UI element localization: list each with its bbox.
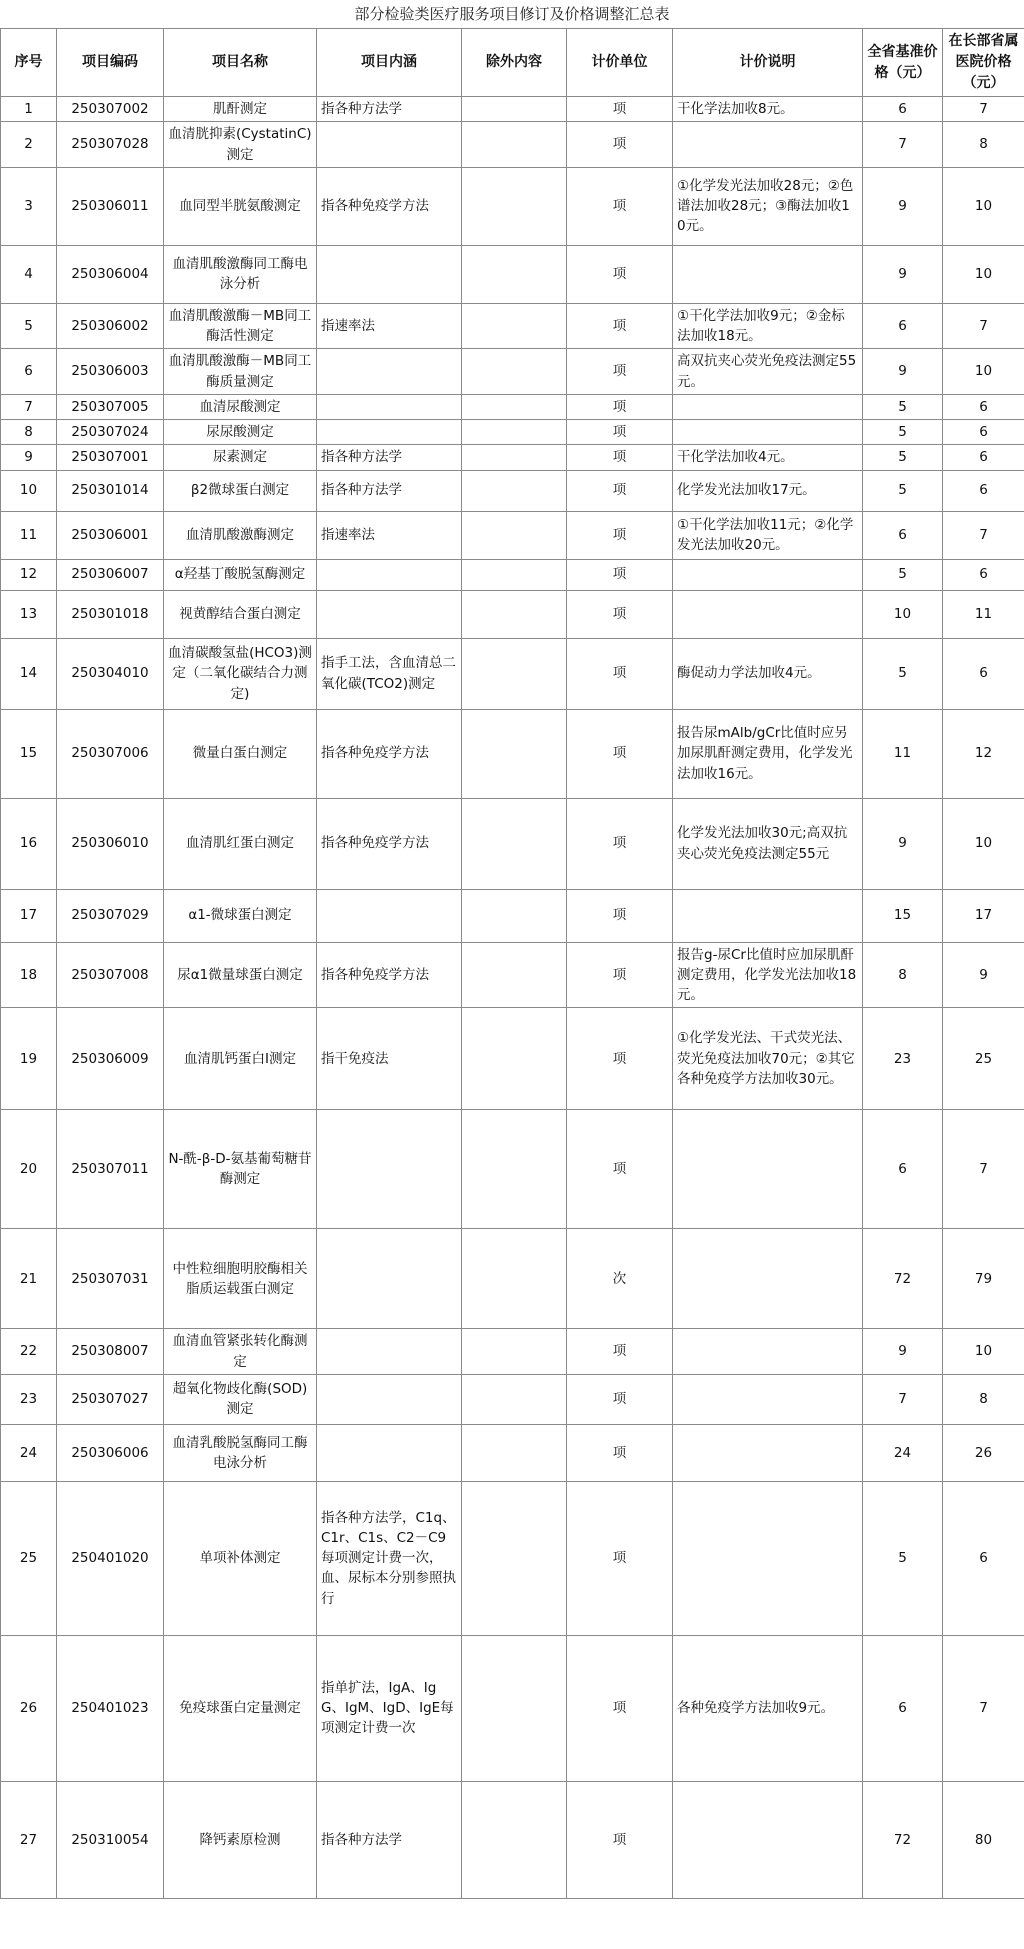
row-note xyxy=(673,1110,863,1229)
row-code: 250307002 xyxy=(57,97,164,122)
row-no: 18 xyxy=(1,942,57,1008)
row-code: 250301014 xyxy=(57,470,164,511)
row-base-price: 9 xyxy=(863,798,943,889)
row-note xyxy=(673,1329,863,1375)
row-base-price: 5 xyxy=(863,559,943,590)
header-note: 计价说明 xyxy=(673,29,863,97)
row-base-price: 6 xyxy=(863,1110,943,1229)
row-code: 250307008 xyxy=(57,942,164,1008)
row-no: 21 xyxy=(1,1229,57,1329)
header-base-price: 全省基准价格（元） xyxy=(863,29,943,97)
row-except xyxy=(462,889,567,942)
table-row xyxy=(1,1110,1024,1229)
row-note xyxy=(673,394,863,419)
row-base-price: 72 xyxy=(863,1781,943,1898)
row-name: 血清肌酸激酶－MB同工酶活性测定 xyxy=(164,303,317,349)
table-row xyxy=(1,303,1024,349)
row-base-price: 6 xyxy=(863,1635,943,1781)
header-price: 在长部省属医院价格（元） xyxy=(943,29,1024,97)
row-note: ①化学发光法、干式荧光法、荧光免疫法加收70元；②其它各种免疫学方法加收30元。 xyxy=(673,1008,863,1110)
row-base-price: 10 xyxy=(863,590,943,638)
row-content xyxy=(317,1110,462,1229)
table-row xyxy=(1,1329,1024,1375)
row-code: 250306004 xyxy=(57,245,164,303)
row-code: 250306002 xyxy=(57,303,164,349)
row-note xyxy=(673,122,863,168)
row-note xyxy=(673,1481,863,1635)
row-code: 250306007 xyxy=(57,559,164,590)
row-base-price: 15 xyxy=(863,889,943,942)
row-no: 24 xyxy=(1,1424,57,1481)
row-name: β2微球蛋白测定 xyxy=(164,470,317,511)
row-unit: 项 xyxy=(567,511,673,559)
row-price: 7 xyxy=(943,97,1024,122)
row-no: 4 xyxy=(1,245,57,303)
row-name: α1-微球蛋白测定 xyxy=(164,889,317,942)
row-note: 干化学法加收8元。 xyxy=(673,97,863,122)
row-except xyxy=(462,445,567,470)
table-row xyxy=(1,942,1024,1008)
row-code: 250306011 xyxy=(57,167,164,245)
row-name: 血清乳酸脱氢酶同工酶电泳分析 xyxy=(164,1424,317,1481)
row-base-price: 5 xyxy=(863,638,943,709)
row-code: 250401020 xyxy=(57,1481,164,1635)
row-price: 6 xyxy=(943,445,1024,470)
row-content xyxy=(317,122,462,168)
row-except xyxy=(462,638,567,709)
row-note: 报告g-尿Cr比值时应加尿肌酐测定费用，化学发光法加收18元。 xyxy=(673,942,863,1008)
row-unit: 项 xyxy=(567,445,673,470)
row-base-price: 5 xyxy=(863,470,943,511)
row-content xyxy=(317,245,462,303)
row-price: 10 xyxy=(943,349,1024,395)
row-except xyxy=(462,1229,567,1329)
row-name: 肌酐测定 xyxy=(164,97,317,122)
row-note: ①干化学法加收11元；②化学发光法加收20元。 xyxy=(673,511,863,559)
row-code: 250307001 xyxy=(57,445,164,470)
row-except xyxy=(462,709,567,798)
row-content: 指各种方法学 xyxy=(317,97,462,122)
row-name: α羟基丁酸脱氢酶测定 xyxy=(164,559,317,590)
row-content: 指各种免疫学方法 xyxy=(317,942,462,1008)
row-base-price: 6 xyxy=(863,97,943,122)
row-content: 指速率法 xyxy=(317,511,462,559)
row-price: 12 xyxy=(943,709,1024,798)
row-content xyxy=(317,394,462,419)
row-content: 指各种方法学 xyxy=(317,1781,462,1898)
row-base-price: 6 xyxy=(863,303,943,349)
table-row xyxy=(1,1008,1024,1110)
row-code: 250307024 xyxy=(57,420,164,445)
row-except xyxy=(462,1481,567,1635)
header-except: 除外内容 xyxy=(462,29,567,97)
row-unit: 项 xyxy=(567,638,673,709)
row-no: 6 xyxy=(1,349,57,395)
table-row xyxy=(1,245,1024,303)
row-except xyxy=(462,394,567,419)
row-price: 79 xyxy=(943,1229,1024,1329)
row-no: 23 xyxy=(1,1374,57,1424)
row-base-price: 5 xyxy=(863,394,943,419)
row-note: 化学发光法加收30元;高双抗夹心荧光免疫法测定55元 xyxy=(673,798,863,889)
row-base-price: 9 xyxy=(863,167,943,245)
row-note: 酶促动力学法加收4元。 xyxy=(673,638,863,709)
row-unit: 项 xyxy=(567,1481,673,1635)
row-no: 13 xyxy=(1,590,57,638)
row-name: 血清胱抑素(CystatinC)测定 xyxy=(164,122,317,168)
row-except xyxy=(462,511,567,559)
row-name: 血清尿酸测定 xyxy=(164,394,317,419)
row-code: 250307011 xyxy=(57,1110,164,1229)
row-except xyxy=(462,1329,567,1375)
row-content xyxy=(317,590,462,638)
row-note: 干化学法加收4元。 xyxy=(673,445,863,470)
row-unit: 项 xyxy=(567,590,673,638)
row-price: 26 xyxy=(943,1424,1024,1481)
row-code: 250308007 xyxy=(57,1329,164,1375)
row-content: 指各种免疫学方法 xyxy=(317,709,462,798)
header-no: 序号 xyxy=(1,29,57,97)
table-row xyxy=(1,470,1024,511)
row-price: 6 xyxy=(943,1481,1024,1635)
row-note: ①干化学法加收9元；②金标法加收18元。 xyxy=(673,303,863,349)
table-row xyxy=(1,511,1024,559)
table-header-row xyxy=(1,29,1024,97)
row-except xyxy=(462,1635,567,1781)
row-unit: 项 xyxy=(567,1329,673,1375)
row-unit: 项 xyxy=(567,122,673,168)
row-no: 20 xyxy=(1,1110,57,1229)
row-unit: 项 xyxy=(567,167,673,245)
row-except xyxy=(462,470,567,511)
row-unit: 项 xyxy=(567,1110,673,1229)
row-price: 17 xyxy=(943,889,1024,942)
row-code: 250306001 xyxy=(57,511,164,559)
row-name: 超氧化物歧化酶(SOD)测定 xyxy=(164,1374,317,1424)
row-name: 血清血管紧张转化酶测定 xyxy=(164,1329,317,1375)
row-no: 7 xyxy=(1,394,57,419)
row-note xyxy=(673,889,863,942)
row-content: 指各种方法学 xyxy=(317,445,462,470)
table-row xyxy=(1,1481,1024,1635)
row-except xyxy=(462,245,567,303)
row-unit: 项 xyxy=(567,1781,673,1898)
table-row xyxy=(1,167,1024,245)
row-unit: 项 xyxy=(567,1424,673,1481)
row-no: 12 xyxy=(1,559,57,590)
row-name: 单项补体测定 xyxy=(164,1481,317,1635)
row-content: 指手工法，含血清总二氧化碳(TCO2)测定 xyxy=(317,638,462,709)
row-code: 250306003 xyxy=(57,349,164,395)
header-name: 项目名称 xyxy=(164,29,317,97)
row-code: 250307031 xyxy=(57,1229,164,1329)
row-base-price: 5 xyxy=(863,1481,943,1635)
row-price: 8 xyxy=(943,122,1024,168)
page-title: 部分检验类医疗服务项目修订及价格调整汇总表 xyxy=(354,5,670,23)
row-name: 血清肌红蛋白测定 xyxy=(164,798,317,889)
row-except xyxy=(462,420,567,445)
row-name: 血清肌酸激酶同工酶电泳分析 xyxy=(164,245,317,303)
row-content: 指各种免疫学方法 xyxy=(317,798,462,889)
row-content xyxy=(317,420,462,445)
row-price: 7 xyxy=(943,511,1024,559)
row-name: 尿素测定 xyxy=(164,445,317,470)
row-unit: 项 xyxy=(567,1374,673,1424)
row-except xyxy=(462,1374,567,1424)
row-base-price: 9 xyxy=(863,1329,943,1375)
table-row xyxy=(1,638,1024,709)
row-price: 6 xyxy=(943,470,1024,511)
row-price: 80 xyxy=(943,1781,1024,1898)
row-name: 血清碳酸氢盐(HCO3)测定（二氧化碳结合力测定) xyxy=(164,638,317,709)
table-row xyxy=(1,559,1024,590)
row-content: 指干免疫法 xyxy=(317,1008,462,1110)
row-no: 8 xyxy=(1,420,57,445)
row-except xyxy=(462,303,567,349)
row-except xyxy=(462,942,567,1008)
row-except xyxy=(462,97,567,122)
row-except xyxy=(462,590,567,638)
row-no: 9 xyxy=(1,445,57,470)
row-except xyxy=(462,349,567,395)
row-unit: 项 xyxy=(567,394,673,419)
row-unit: 项 xyxy=(567,942,673,1008)
row-name: 微量白蛋白测定 xyxy=(164,709,317,798)
row-unit: 项 xyxy=(567,889,673,942)
row-price: 10 xyxy=(943,1329,1024,1375)
row-note: 报告尿mAlb/gCr比值时应另加尿肌酐测定费用，化学发光法加收16元。 xyxy=(673,709,863,798)
row-note xyxy=(673,1229,863,1329)
row-no: 1 xyxy=(1,97,57,122)
row-note xyxy=(673,559,863,590)
row-price: 7 xyxy=(943,303,1024,349)
header-code: 项目编码 xyxy=(57,29,164,97)
row-base-price: 5 xyxy=(863,445,943,470)
row-base-price: 5 xyxy=(863,420,943,445)
row-unit: 项 xyxy=(567,1635,673,1781)
row-no: 19 xyxy=(1,1008,57,1110)
row-except xyxy=(462,1008,567,1110)
row-note: 化学发光法加收17元。 xyxy=(673,470,863,511)
table-row xyxy=(1,420,1024,445)
row-except xyxy=(462,167,567,245)
row-base-price: 24 xyxy=(863,1424,943,1481)
table-row xyxy=(1,1374,1024,1424)
row-content xyxy=(317,1424,462,1481)
row-code: 250307027 xyxy=(57,1374,164,1424)
table-row xyxy=(1,889,1024,942)
row-no: 17 xyxy=(1,889,57,942)
row-price: 7 xyxy=(943,1110,1024,1229)
row-no: 16 xyxy=(1,798,57,889)
row-price: 6 xyxy=(943,559,1024,590)
row-no: 15 xyxy=(1,709,57,798)
row-except xyxy=(462,559,567,590)
row-except xyxy=(462,122,567,168)
row-no: 2 xyxy=(1,122,57,168)
row-name: 血清肌钙蛋白Ⅰ测定 xyxy=(164,1008,317,1110)
row-unit: 项 xyxy=(567,245,673,303)
row-note xyxy=(673,1374,863,1424)
row-base-price: 6 xyxy=(863,511,943,559)
row-unit: 项 xyxy=(567,470,673,511)
table-row xyxy=(1,122,1024,168)
row-name: 血清肌酸激酶测定 xyxy=(164,511,317,559)
row-no: 11 xyxy=(1,511,57,559)
row-note xyxy=(673,1424,863,1481)
row-no: 5 xyxy=(1,303,57,349)
row-note: ①化学发光法加收28元；②色谱法加收28元；③酶法加收10元。 xyxy=(673,167,863,245)
row-code: 250401023 xyxy=(57,1635,164,1781)
row-content: 指各种方法学 xyxy=(317,470,462,511)
row-content xyxy=(317,1329,462,1375)
row-note xyxy=(673,420,863,445)
table-row xyxy=(1,349,1024,395)
row-code: 250301018 xyxy=(57,590,164,638)
row-price: 11 xyxy=(943,590,1024,638)
row-unit: 项 xyxy=(567,420,673,445)
row-no: 14 xyxy=(1,638,57,709)
row-name: N-酰-β-D-氨基葡萄糖苷酶测定 xyxy=(164,1110,317,1229)
table-row xyxy=(1,445,1024,470)
table-row xyxy=(1,1635,1024,1781)
row-content xyxy=(317,1374,462,1424)
row-unit: 项 xyxy=(567,559,673,590)
table-row xyxy=(1,97,1024,122)
price-table xyxy=(0,28,1024,1899)
row-price: 10 xyxy=(943,798,1024,889)
row-content: 指单扩法，IgA、IgG、IgM、IgD、IgE每项测定计费一次 xyxy=(317,1635,462,1781)
row-base-price: 72 xyxy=(863,1229,943,1329)
table-row xyxy=(1,1781,1024,1898)
row-base-price: 7 xyxy=(863,1374,943,1424)
row-code: 250307005 xyxy=(57,394,164,419)
row-name: 降钙素原检测 xyxy=(164,1781,317,1898)
row-base-price: 11 xyxy=(863,709,943,798)
row-base-price: 7 xyxy=(863,122,943,168)
row-note: 各种免疫学方法加收9元。 xyxy=(673,1635,863,1781)
row-content: 指各种方法学，C1q、C1r、C1s、C2－C9每项测定计费一次，血、尿标本分别参照执行 xyxy=(317,1481,462,1635)
row-unit: 项 xyxy=(567,349,673,395)
row-except xyxy=(462,1110,567,1229)
row-code: 250307006 xyxy=(57,709,164,798)
row-no: 25 xyxy=(1,1481,57,1635)
row-content xyxy=(317,1229,462,1329)
row-price: 6 xyxy=(943,638,1024,709)
row-content xyxy=(317,559,462,590)
row-code: 250310054 xyxy=(57,1781,164,1898)
row-base-price: 9 xyxy=(863,245,943,303)
table-row xyxy=(1,1424,1024,1481)
row-content: 指速率法 xyxy=(317,303,462,349)
row-except xyxy=(462,1781,567,1898)
row-name: 尿尿酸测定 xyxy=(164,420,317,445)
row-name: 尿α1微量球蛋白测定 xyxy=(164,942,317,1008)
row-base-price: 8 xyxy=(863,942,943,1008)
row-price: 8 xyxy=(943,1374,1024,1424)
row-price: 7 xyxy=(943,1635,1024,1781)
row-name: 血清肌酸激酶－MB同工酶质量测定 xyxy=(164,349,317,395)
row-note: 高双抗夹心荧光免疫法测定55元。 xyxy=(673,349,863,395)
row-content xyxy=(317,889,462,942)
row-price: 6 xyxy=(943,420,1024,445)
row-code: 250306010 xyxy=(57,798,164,889)
row-name: 视黄醇结合蛋白测定 xyxy=(164,590,317,638)
table-row xyxy=(1,590,1024,638)
row-no: 27 xyxy=(1,1781,57,1898)
row-name: 免疫球蛋白定量测定 xyxy=(164,1635,317,1781)
row-code: 250307028 xyxy=(57,122,164,168)
row-no: 22 xyxy=(1,1329,57,1375)
row-unit: 项 xyxy=(567,798,673,889)
row-code: 250307029 xyxy=(57,889,164,942)
row-note xyxy=(673,245,863,303)
row-code: 250306009 xyxy=(57,1008,164,1110)
row-price: 25 xyxy=(943,1008,1024,1110)
row-unit: 项 xyxy=(567,1008,673,1110)
row-no: 3 xyxy=(1,167,57,245)
row-content xyxy=(317,349,462,395)
row-base-price: 9 xyxy=(863,349,943,395)
row-no: 26 xyxy=(1,1635,57,1781)
row-code: 250304010 xyxy=(57,638,164,709)
table-row xyxy=(1,1229,1024,1329)
row-note xyxy=(673,1781,863,1898)
row-name: 中性粒细胞明胶酶相关脂质运载蛋白测定 xyxy=(164,1229,317,1329)
row-unit: 项 xyxy=(567,303,673,349)
row-price: 9 xyxy=(943,942,1024,1008)
table-row xyxy=(1,798,1024,889)
table-row xyxy=(1,394,1024,419)
row-base-price: 23 xyxy=(863,1008,943,1110)
header-unit: 计价单位 xyxy=(567,29,673,97)
row-unit: 项 xyxy=(567,97,673,122)
header-content: 项目内涵 xyxy=(317,29,462,97)
row-no: 10 xyxy=(1,470,57,511)
row-unit: 次 xyxy=(567,1229,673,1329)
row-note xyxy=(673,590,863,638)
row-price: 10 xyxy=(943,167,1024,245)
row-name: 血同型半胱氨酸测定 xyxy=(164,167,317,245)
row-code: 250306006 xyxy=(57,1424,164,1481)
row-price: 6 xyxy=(943,394,1024,419)
row-except xyxy=(462,798,567,889)
row-content: 指各种免疫学方法 xyxy=(317,167,462,245)
row-unit: 项 xyxy=(567,709,673,798)
table-row xyxy=(1,709,1024,798)
row-price: 10 xyxy=(943,245,1024,303)
row-except xyxy=(462,1424,567,1481)
